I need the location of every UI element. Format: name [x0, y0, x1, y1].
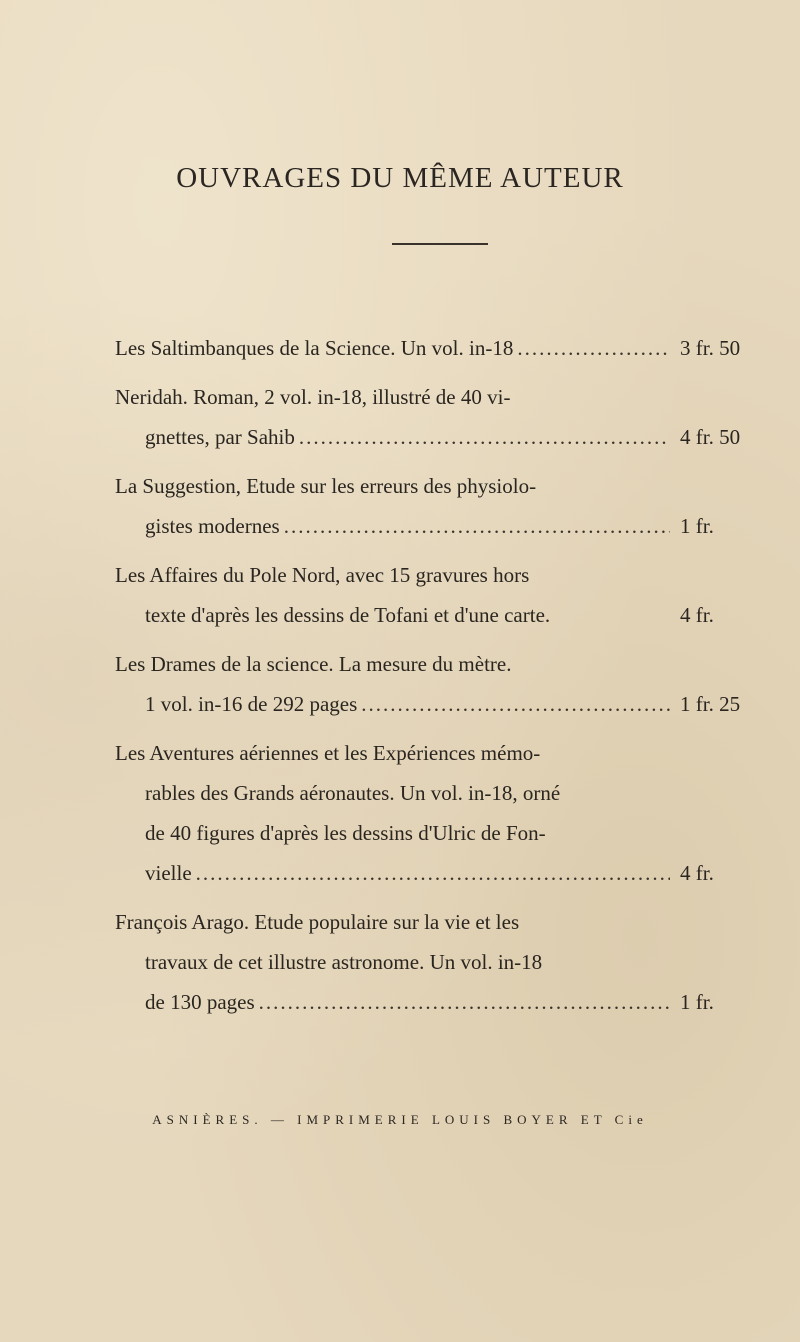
entry-text: Les Affaires du Pole Nord, avec 15 gravures hors — [115, 563, 530, 587]
dot-leader — [517, 328, 670, 368]
entry-continuation-line — [115, 853, 760, 893]
entry-text: Neridah. Roman, 2 vol. in-18, illustré de 40 vi- — [115, 385, 511, 409]
page-title: OUVRAGES DU MÊME AUTEUR — [176, 162, 624, 194]
entry-text: François Arago. Etude populaire sur la vie et les — [115, 910, 520, 934]
entry-text: La Suggestion, Etude sur les erreurs des physiolo- — [115, 474, 537, 498]
bibliography-entry — [115, 328, 760, 368]
bibliography-entry — [115, 733, 760, 893]
entry-continuation-line — [115, 595, 760, 635]
entry-price: 1 fr. — [680, 514, 714, 538]
entry-text: de 130 pages — [145, 990, 255, 1014]
title-rule — [392, 243, 488, 245]
entry-price: 1 fr. — [680, 990, 714, 1014]
entry-price: 1 fr. 25 — [680, 692, 741, 716]
entry-continuation-line — [115, 942, 760, 982]
dot-leader — [196, 853, 670, 893]
entry-continuation-line — [115, 684, 760, 724]
entry-price: 4 fr. — [680, 603, 714, 627]
entry-continuation-line — [115, 417, 760, 457]
bibliography-entry — [115, 466, 760, 546]
entry-text: Les Drames de la science. La mesure du mètre. — [115, 652, 512, 676]
entry-text: texte d'après les dessins de Tofani et d'une carte. — [145, 603, 551, 627]
entry-continuation-line — [115, 506, 760, 546]
bibliography-list — [115, 328, 760, 1031]
entry-heading-line — [115, 902, 760, 942]
bibliography-entry — [115, 644, 760, 724]
entry-continuation-line — [115, 813, 760, 853]
entry-text: gnettes, par Sahib — [145, 425, 295, 449]
entry-text: 1 vol. in-16 de 292 pages — [145, 692, 358, 716]
entry-text: Les Aventures aériennes et les Expériences mémo- — [115, 741, 541, 765]
dot-leader — [361, 684, 670, 724]
entry-price: 4 fr. 50 — [680, 425, 741, 449]
entry-text: de 40 figures d'après les dessins d'Ulric de Fon- — [145, 821, 546, 845]
entry-heading-line — [115, 328, 760, 368]
entry-price: 4 fr. — [680, 861, 714, 885]
dot-leader — [284, 506, 670, 546]
entry-heading-line — [115, 466, 760, 506]
imprint-line: ASNIÈRES. — IMPRIMERIE LOUIS BOYER ET Cie — [152, 1112, 648, 1127]
entry-heading-line — [115, 733, 760, 773]
entry-text: gistes modernes — [145, 514, 280, 538]
dot-leader — [259, 982, 670, 1022]
dot-leader — [299, 417, 670, 457]
entry-heading-line — [115, 555, 760, 595]
entry-text: travaux de cet illustre astronome. Un vol. in-18 — [145, 950, 543, 974]
entry-text: vielle — [145, 861, 192, 885]
entry-text: rables des Grands aéronautes. Un vol. in-18, orné — [145, 781, 561, 805]
entry-text: Les Saltimbanques de la Science. Un vol. in-18 — [115, 336, 514, 360]
entry-continuation-line — [115, 982, 760, 1022]
bibliography-entry — [115, 902, 760, 1022]
entry-continuation-line — [115, 773, 760, 813]
bibliography-entry — [115, 555, 760, 635]
entry-heading-line — [115, 377, 760, 417]
entry-heading-line — [115, 644, 760, 684]
entry-price: 3 fr. 50 — [680, 336, 741, 360]
bibliography-entry — [115, 377, 760, 457]
